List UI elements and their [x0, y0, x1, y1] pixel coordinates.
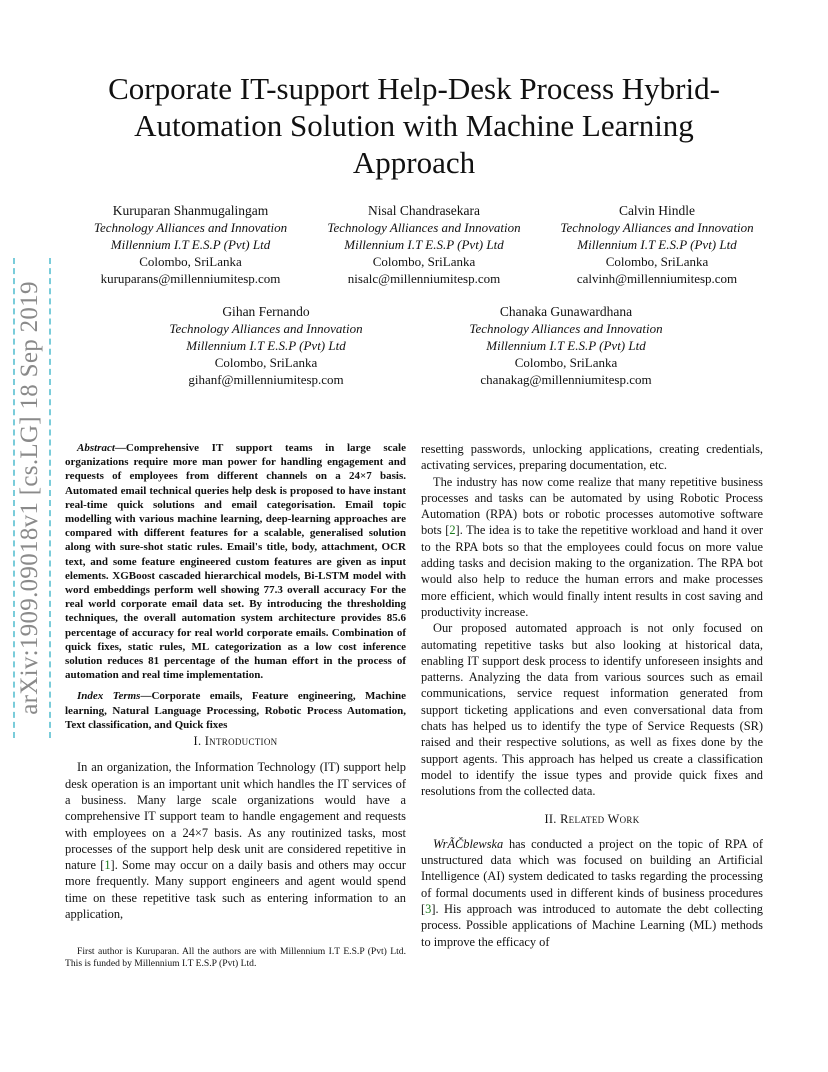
abstract-lead: Abstract: [77, 442, 115, 454]
author-block-2: [311, 202, 537, 287]
related-text-a: has conducted a project on the topic of RPA of unstructured data which was focused on building an Artificial Intelligence (AI) system dedicated to tasks regarding the processing of formal documents used in different kinds of business procedures: [421, 836, 763, 900]
author-affiliation-company: Millennium I.T E.S.P (Pvt) Ltd: [486, 338, 646, 353]
left-column: [65, 441, 406, 922]
author-affiliation-company: Millennium I.T E.S.P (Pvt) Ltd: [577, 237, 737, 252]
author-location: Colombo, SriLanka: [214, 355, 318, 370]
author-email: calvinh@millenniumitesp.com: [576, 271, 738, 286]
abstract-text: —Comprehensive IT support teams in large scale organizations require more man power for handling engagement and requests of employees from different channels on a 24×7 basis. Automated email technical queries help desk is proposed to have instant real-time quick solutions and email categorisation. Email topic modelling with various machine learning, deep-learning approaches are compared with different features for a scalable, generalised solution along with sure-shot static rules. Email's title, body, attachment, OCR text, and some feature engineered custom features are given as input elements. XGBoost cascaded hierarchical models, Bi-LSTM model with word embeddings perform well showing 77.3 overall accuracy For the real world corporate email data set. By introducing the thresholding techniques, the overall automation system architecture provides 85.6 percentage of accuracy for real world corporate emails. Combination of quick fixes, static rules, ML categorization as a low cost inference solution reduces 81 percentage of the human effort in the process of automation and real time implementation.: [65, 442, 406, 682]
author-name: Gihan Fernando: [222, 304, 310, 319]
related-text-b: . His approach was introduced to automate the debt collecting process. Possible applications of Machine Learning (ML) methods to improve the efficacy of: [421, 902, 763, 949]
right-p2-text-a: The industry has now come realize that many repetitive business processes and tasks can be automated by using Robotic Process Automation (RPA) bots or robotic processes automotive software bots: [421, 474, 763, 538]
author-block-4: [153, 303, 379, 388]
author-affiliation: Technology Alliances and Innovation: [169, 321, 363, 336]
author-affiliation-company: Millennium I.T E.S.P (Pvt) Ltd: [110, 237, 271, 252]
intro-text-a: In an organization, the Information Technology (IT) support help desk operation is an important unit which handles the IT services of a business. Many large scale organizations would have a comprehensive IT support team to handle engagement and requests with employees on a 24×7 basis. As any routinized tasks, most processes of the support help desk unit are considered repetitive in nature: [65, 760, 406, 873]
paper-title: Corporate IT-support Help-Desk Process Hybrid-Automation Solution with Machine Learning Approach: [108, 71, 720, 180]
citation-link-3[interactable]: [ 3 ]: [421, 902, 435, 916]
right-p2-text-b: . The idea is to take the repetitive workload and hand it over to the RPA bots so that the employees could focus on more value adding tasks and decision making to the organization. The RPA bot would also help to reduce the human errors and make processes more efficient, which would finally intent results in cost saving and productivity increase.: [421, 523, 763, 619]
author-affiliation-company: Millennium I.T E.S.P (Pvt) Ltd: [344, 237, 504, 252]
author-affiliation: Technology Alliances and Innovation: [327, 220, 521, 235]
author-location: Colombo, SriLanka: [605, 254, 709, 269]
author-email: chanakag@millenniumitesp.com: [480, 372, 652, 387]
related-paragraph: [421, 836, 763, 950]
right-paragraph-1: resetting passwords, unlocking applications, creating credentials, activating services, preparing documentation, etc.: [421, 442, 763, 473]
section-heading-related-work: II. Related Work: [544, 811, 640, 826]
index-terms-lead: Index Terms: [77, 690, 141, 703]
author-location: Colombo, SriLanka: [514, 355, 618, 370]
author-name: Chanaka Gunawardhana: [499, 304, 633, 319]
right-column: [421, 441, 763, 950]
index-terms: [65, 689, 406, 732]
author-block-1: [78, 202, 303, 287]
author-affiliation: Technology Alliances and Innovation: [560, 220, 754, 235]
right-paragraph-3: Our proposed automated approach is not only focused on automating repetitive tasks but also looking at historical data, enabling IT support desk process to identify unforeseen insights and patterns. Analyzing the data from various sources such as email communications, service request information generated from support ticketing applications and even conversational data from chats has helped us to identify the type of Service Requests (SR) raised and their respective solutions, as well as fixes done by the support agents. This approach has helped us create a classification model to identify the issue types and provide quick fixes and resolutions from the collected data.: [421, 621, 763, 799]
author-email: gihanf@millenniumitesp.com: [188, 372, 344, 387]
citation-link-1[interactable]: [ 1 ]: [100, 858, 114, 872]
author-name: Kuruparan Shanmugalingam: [112, 203, 269, 218]
citation-link-2[interactable]: [ 2 ]: [445, 523, 459, 537]
author-email: kuruparans@millenniumitesp.com: [100, 271, 281, 286]
author-name: Calvin Hindle: [618, 203, 696, 218]
author-name: Nisal Chandrasekara: [367, 203, 481, 218]
right-paragraph-2: [421, 474, 763, 621]
footnote-area: [65, 946, 406, 970]
author-affiliation: Technology Alliances and Innovation: [469, 321, 663, 336]
arxiv-stamp: [13, 258, 47, 738]
index-terms-text: —Corporate emails, Feature engineering, Machine learning, Natural Language Processing, Robotic Process Automation, Text classification, and Quick fixes: [65, 690, 406, 731]
author-location: Colombo, SriLanka: [372, 254, 476, 269]
author-block-3: [544, 202, 770, 287]
author-email: nisalc@millenniumitesp.com: [347, 271, 501, 286]
abstract: [65, 441, 406, 682]
section-heading-introduction: I. Introduction: [193, 734, 278, 749]
author-location: Colombo, SriLanka: [139, 254, 242, 269]
arxiv-stamp-text: arXiv:1909.09018v1 [cs.LG] 18 Sep 2019: [16, 281, 44, 715]
footnote: First author is Kuruparan. All the authors are with Millennium I.T E.S.P (Pvt) Ltd. This is funded by Millennium I.T E.S.P (Pvt) Ltd.: [65, 946, 406, 969]
author-affiliation: Technology Alliances and Innovation: [93, 220, 288, 235]
author-affiliation-company: Millennium I.T E.S.P (Pvt) Ltd: [186, 338, 346, 353]
intro-text-b: . Some may occur on a daily basis and others may occur more frequently. Many support engineers and agent would spend time on these repetitive task such as entering information to an application,: [65, 858, 406, 922]
intro-paragraph: [65, 759, 406, 922]
related-author: WrÃČblewska: [433, 836, 504, 851]
author-block-5: [453, 303, 679, 388]
